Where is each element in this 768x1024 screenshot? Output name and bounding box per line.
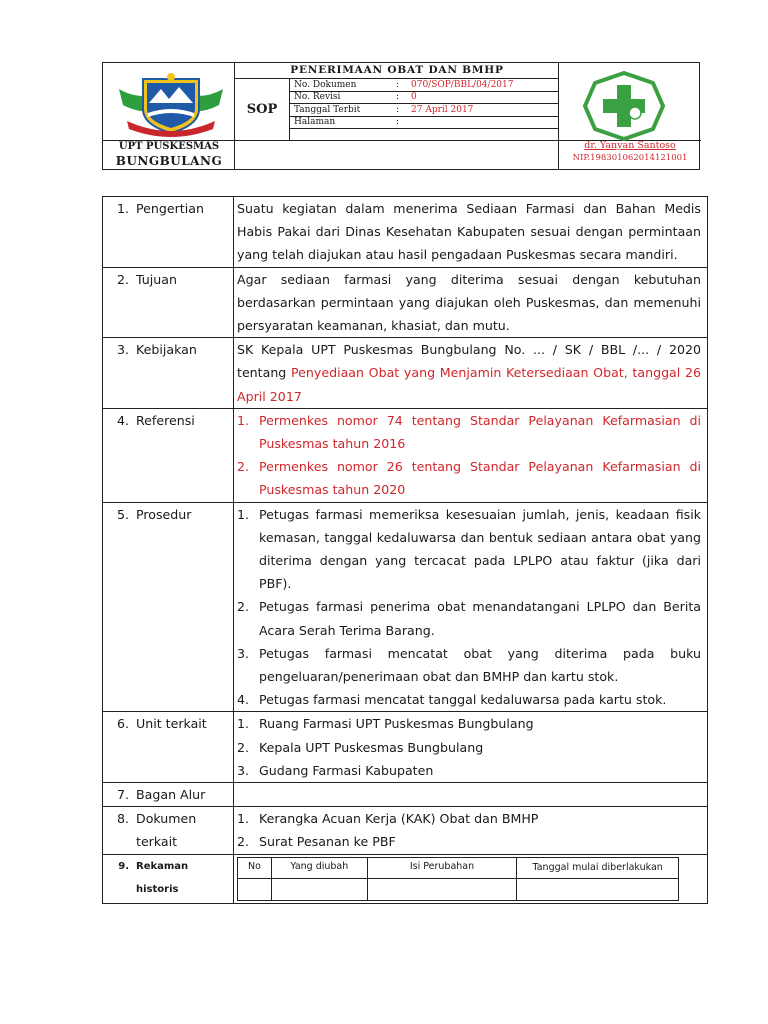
list-item: [237, 736, 701, 759]
list-text: Ruang Farmasi UPT Puskesmas Bungbulang: [259, 716, 534, 732]
section-row: [103, 783, 708, 807]
meta-page: [290, 116, 559, 128]
unit-line-1: UPT PUSKESMAS: [118, 141, 220, 152]
section-text: Suatu kegiatan dalam menerima Sediaan Farmasi dan Bahan Medis Habis Pakai dari Dinas Kesehatan Kabupaten sesuai dengan permintaan yang telah diajukan atau hasil pengadaan Puskesmas secara mandiri.: [234, 197, 708, 268]
list-number: 1.: [237, 506, 250, 522]
list-item: [237, 595, 701, 641]
procedure-list: [237, 503, 701, 712]
section-number: 5.: [116, 506, 129, 522]
section-label: Bagan Alur: [136, 787, 206, 803]
meta-issue-date: [290, 104, 559, 116]
policy-text: SK Kepala UPT Puskesmas Bungbulang No. ... / SK / BBL /... / 2020 tentang: [237, 342, 701, 381]
section-label-cell: [103, 712, 234, 783]
section-number: 7.: [116, 787, 129, 803]
history-table: [237, 857, 679, 901]
section-number: 4.: [116, 412, 129, 428]
section-label: Rekaman historis: [136, 860, 189, 895]
section-row: [103, 197, 708, 268]
list-item: [237, 455, 701, 501]
policy-title-text: Penyediaan Obat yang Menjamin Ketersediaan Obat, tanggal 26 April 2017: [237, 365, 701, 404]
list-item: [237, 759, 701, 782]
signer-name: dr. Yanyan Santoso: [584, 140, 676, 151]
document-header: [102, 62, 700, 170]
history-col-header: No: [238, 857, 272, 878]
section-label: Pengertian: [136, 201, 204, 216]
history-empty-row: [238, 878, 679, 900]
section-row: [103, 408, 708, 502]
section-row: [103, 267, 708, 338]
list-text: Permenkes nomor 74 tentang Standar Pelayanan Kefarmasian di Puskesmas tahun 2016: [259, 412, 701, 452]
list-item: [237, 712, 701, 735]
unit-line-2: BUNGBULANG: [115, 154, 223, 168]
list-number: 2.: [237, 459, 250, 475]
history-header-row: [238, 857, 679, 878]
list-text: Gudang Farmasi Kabupaten: [259, 762, 434, 778]
history-col-header: Isi Perubahan: [367, 857, 517, 878]
list-number: 1.: [237, 811, 250, 827]
list-number: 1.: [237, 716, 250, 732]
list-number: 2.: [237, 599, 250, 615]
sop-content-table: [102, 196, 708, 904]
meta-key: No. Dokumen: [294, 80, 357, 90]
meta-colon: :: [396, 117, 400, 127]
history-cell-empty: [271, 878, 367, 900]
meta-colon: :: [396, 92, 400, 102]
section-row: [103, 854, 708, 903]
signer-nip: NIP.198301062014121001: [572, 153, 688, 163]
section-number: 6.: [116, 716, 129, 732]
document-title: PENERIMAAN OBAT DAN BMHP: [290, 64, 504, 76]
meta-colon: :: [396, 80, 400, 90]
related-document-list: [237, 807, 701, 853]
sop-label: SOP: [246, 102, 278, 117]
section-label-cell: [103, 854, 234, 903]
meta-colon: :: [396, 105, 400, 115]
section-empty-cell: [234, 783, 708, 807]
puskesmas-logo: [569, 71, 679, 141]
list-number: 3.: [237, 762, 250, 778]
section-label-cell: [103, 338, 234, 409]
list-item: [237, 409, 701, 455]
section-row: [103, 502, 708, 712]
list-text: Petugas farmasi penerima obat menandatangani LPLPO dan Berita Acara Serah Terima Barang.: [259, 599, 701, 638]
section-number: 3.: [116, 342, 129, 358]
meta-revision: [290, 91, 559, 103]
section-label-cell: [103, 502, 234, 712]
reference-list: [237, 409, 701, 502]
section-text-cell: [234, 338, 708, 409]
list-item: [237, 503, 701, 596]
list-item: [237, 807, 701, 830]
list-text: Petugas farmasi mencatat tanggal kedaluwarsa pada kartu stok.: [259, 692, 667, 708]
history-col-header: Yang diubah: [271, 857, 367, 878]
section-label-cell: [103, 783, 234, 807]
unit-name: [103, 140, 235, 168]
divider: [289, 128, 558, 129]
section-number: 1.: [116, 201, 129, 216]
section-number: 9.: [118, 860, 129, 872]
meta-key: Halaman: [294, 117, 336, 127]
list-item: [237, 830, 701, 853]
section-label: Referensi: [136, 412, 195, 428]
section-label-cell: [103, 408, 234, 502]
section-row: [103, 807, 708, 854]
list-number: 2.: [237, 834, 250, 850]
section-label: Tujuan: [136, 271, 177, 287]
section-label: Dokumen terkait: [136, 811, 197, 850]
list-number: 3.: [237, 645, 250, 661]
history-cell-empty: [517, 878, 679, 900]
list-text: Permenkes nomor 26 tentang Standar Pelayanan Kefarmasian di Puskesmas tahun 2020: [259, 459, 701, 498]
section-number: 2.: [116, 271, 129, 287]
list-number: 2.: [237, 739, 250, 755]
list-text: Kerangka Acuan Kerja (KAK) Obat dan BMHP: [259, 811, 539, 827]
list-number: 4.: [237, 692, 250, 708]
section-label-cell: [103, 267, 234, 338]
meta-value: 070/SOP/BBL/04/2017: [411, 80, 514, 90]
list-text: Petugas farmasi memeriksa kesesuaian jumlah, jenis, keadaan fisik kemasan, tanggal kedaluwarsa dan bentuk sediaan antara obat yang diterima dengan yang tercacat pada LPLPO atau faktur (jika dari PBF).: [259, 506, 701, 592]
section-label: Prosedur: [136, 506, 192, 522]
list-item: [237, 688, 701, 711]
section-list-cell: [234, 502, 708, 712]
meta-doc-number: [290, 79, 559, 91]
signer: [559, 140, 701, 164]
section-label: Kebijakan: [136, 342, 197, 358]
history-cell-empty: [367, 878, 517, 900]
section-row: [103, 338, 708, 409]
list-text: Kepala UPT Puskesmas Bungbulang: [259, 739, 484, 755]
meta-value: 27 April 2017: [411, 105, 474, 115]
meta-key: Tanggal Terbit: [294, 105, 361, 115]
section-label: Unit terkait: [136, 716, 207, 732]
list-text: Petugas farmasi mencatat obat yang diterima pada buku pengeluaran/penerimaan obat dan BMHP dan kartu stok.: [259, 645, 701, 685]
section-text: Agar sediaan farmasi yang diterima sesuai dengan kebutuhan berdasarkan permintaan yang diajukan oleh Puskesmas, dan memenuhi persyaratan keamanan, khasiat, dan mutu.: [234, 267, 708, 338]
related-unit-list: [237, 712, 701, 782]
section-list-cell: [234, 807, 708, 854]
section-label-cell: [103, 807, 234, 854]
history-cell: [234, 854, 708, 903]
section-label-cell: [103, 197, 234, 268]
history-col-header: Tanggal mulai diberlakukan: [517, 857, 679, 878]
meta-key: No. Revisi: [294, 92, 341, 102]
history-cell-empty: [238, 878, 272, 900]
section-list-cell: [234, 712, 708, 783]
section-number: 8.: [116, 811, 129, 827]
list-number: 1.: [237, 412, 250, 428]
list-item: [237, 642, 701, 688]
section-row: [103, 712, 708, 783]
meta-value: 0: [411, 92, 417, 102]
regency-emblem-logo: [113, 69, 229, 139]
list-text: Surat Pesanan ke PBF: [259, 834, 396, 850]
section-list-cell: [234, 408, 708, 502]
